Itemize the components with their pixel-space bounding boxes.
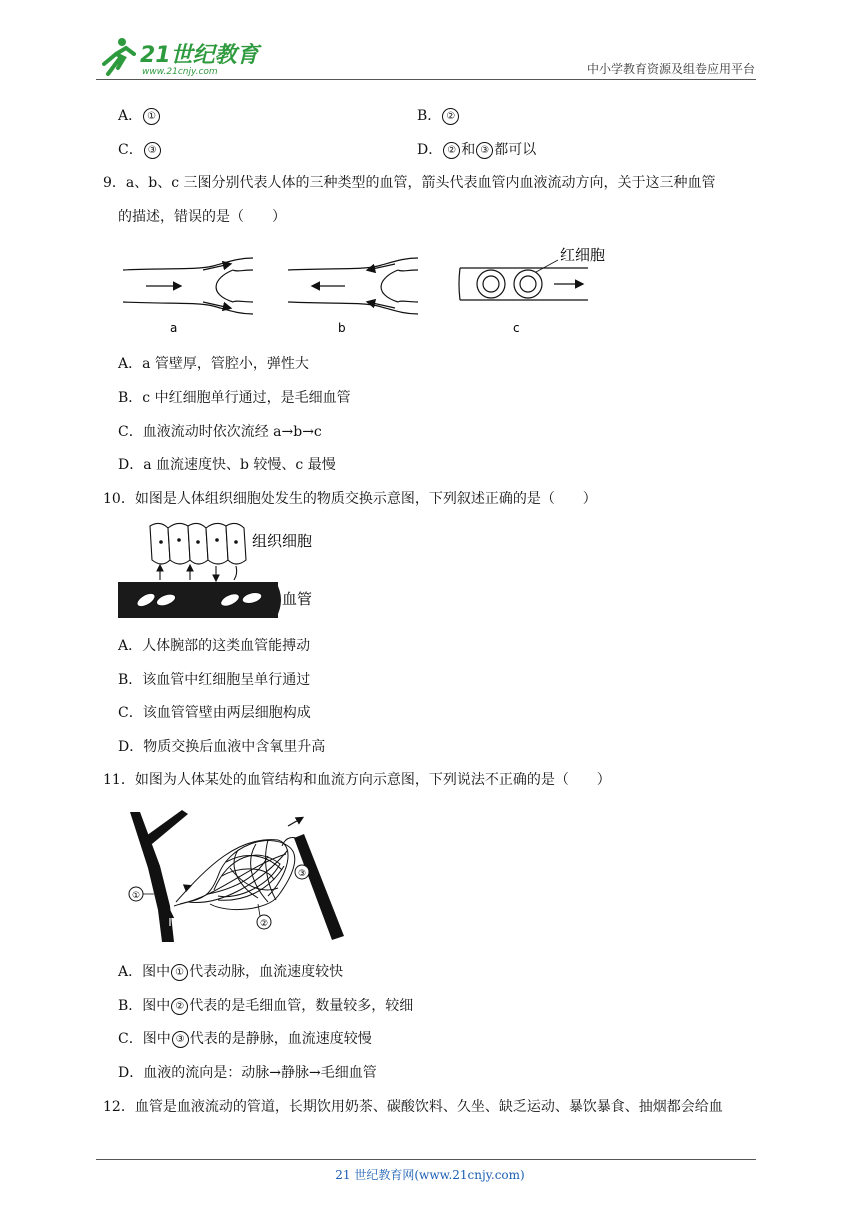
- vein-vessel: [294, 834, 344, 940]
- q8-option-b: B． ②: [417, 106, 460, 126]
- capillary-network: [174, 838, 300, 910]
- footer-text[interactable]: 21 世纪教育网(www.21cnjy.com): [335, 1168, 525, 1182]
- runner-icon: [104, 38, 134, 74]
- header-tagline: 中小学教育资源及组卷应用平台: [586, 62, 755, 76]
- logo-url: www.21cnjy.com: [142, 67, 218, 77]
- vessel-b-label: b: [338, 321, 346, 335]
- red-blood-cell: [514, 270, 542, 298]
- vessel-a-diagram: [123, 258, 253, 335]
- header-divider: [96, 79, 756, 80]
- q10-option-c: C．该血管管壁由两层细胞构成: [118, 705, 311, 721]
- q10-option-d: D．物质交换后血液中含氧里升高: [118, 739, 326, 755]
- q10-exchange-figure: [118, 518, 358, 622]
- label-2: ②: [259, 919, 269, 929]
- q12-stem: 12．血管是血液流动的管道，长期饮用奶茶、碳酸饮料、久坐、缺乏运动、暴饮暴食、抽烟都会给血: [103, 1099, 723, 1115]
- footer-divider: [96, 1159, 756, 1160]
- vessel-c-diagram: [459, 246, 605, 335]
- q11-capillary-figure: [118, 806, 358, 946]
- rbc-label: 红细胞: [560, 246, 606, 264]
- label-1: ①: [131, 891, 141, 901]
- tissue-cell-label: 组织细胞: [252, 532, 313, 550]
- q10-option-a: A．人体腕部的这类血管能搏动: [118, 638, 311, 654]
- q11-option-a: A．图中 ① 代表动脉，血流速度较快: [118, 964, 344, 980]
- q10-option-b: B．该血管中红细胞呈单行通过: [118, 672, 311, 688]
- logo-text: 21世纪教育: [140, 43, 259, 68]
- q9-vessel-figure: [118, 240, 638, 340]
- q9-option-d: D．a 血流速度快、b 较慢、c 最慢: [118, 457, 336, 473]
- q9-stem-line1: 9．a、b、c 三图分别代表人体的三种类型的血管，箭头代表血管内血液流动方向，关于这三种血管: [103, 175, 716, 191]
- q9-stem-line2: 的描述，错误的是（ ）: [118, 209, 286, 225]
- q8-option-a: A． ①: [118, 106, 161, 126]
- q9-option-b: B．c 中红细胞单行通过，是毛细血管: [118, 390, 351, 406]
- q9-option-a: A．a 管壁厚，管腔小，弹性大: [118, 356, 309, 372]
- q8-option-d: D． ② 和 ③ 都可以: [417, 142, 537, 158]
- q11-option-c: C．图中 ③ 代表的是静脉，血流速度较慢: [118, 1031, 372, 1047]
- vessel-c-label: c: [513, 321, 520, 335]
- vessel-b-diagram: [288, 258, 418, 335]
- artery-vessel: [130, 810, 188, 942]
- q11-option-b: B．图中 ② 代表的是毛细血管，数量较多，较细: [118, 998, 414, 1014]
- q8-option-c: C． ③: [118, 140, 162, 160]
- red-blood-cell: [477, 270, 505, 298]
- vessel-a-label: a: [170, 321, 178, 335]
- q11-stem: 11．如图为人体某处的血管结构和血流方向示意图，下列说法不正确的是（ ）: [103, 772, 611, 788]
- q10-stem: 10．如图是人体组织细胞处发生的物质交换示意图，下列叙述正确的是（ ）: [103, 491, 597, 507]
- site-logo: [96, 34, 266, 80]
- label-3: ③: [297, 869, 307, 879]
- q9-option-c: C．血液流动时依次流经 a→b→c: [118, 424, 322, 440]
- vessel-label: 血管: [282, 590, 313, 608]
- q11-option-d: D．血液的流向是：动脉→静脉→毛细血管: [118, 1065, 377, 1081]
